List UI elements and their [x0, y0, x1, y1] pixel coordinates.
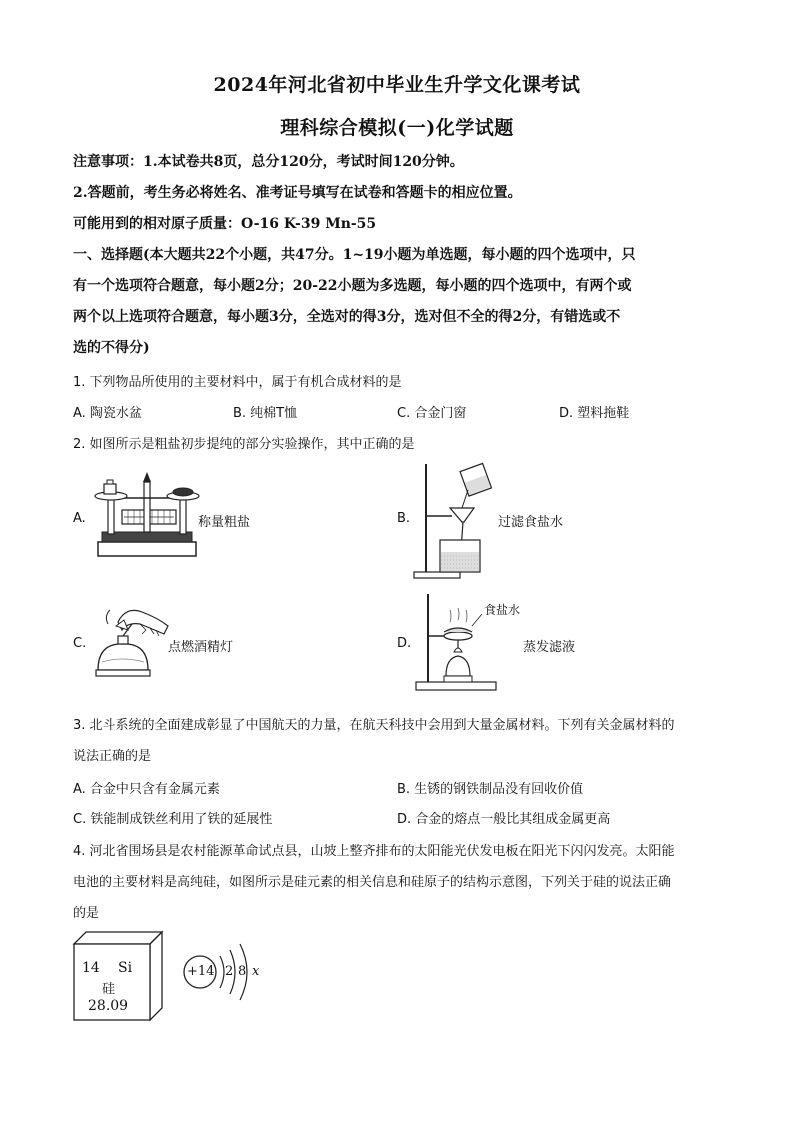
q3-option-c: C. 铁能制成铁丝利用了铁的延展性: [73, 812, 273, 827]
q2-c-caption: 点燃酒精灯: [168, 640, 234, 655]
q2-a-caption: 称量粗盐: [198, 515, 251, 530]
q3-option-d: D. 合金的熔点一般比其组成金属更高: [397, 812, 611, 827]
q4-stem-line2: 电池的主要材料是高纯硅，如图所示是硅元素的相关信息和硅原子的结构示意图，下列关于硅的说法正确: [73, 875, 672, 890]
note-fill-info: 2.答题前，考生务必将姓名、准考证号填写在试卷和答题卡的相应位置。: [73, 185, 522, 201]
section-line-4: 选的不得分): [73, 340, 150, 356]
section-line-1: 一、选择题(本大题共22个小题，共47分。1~19小题为单选题，每小题的四个选项中，只: [73, 247, 636, 263]
element-atomic-mass: 28.09: [88, 998, 129, 1014]
balance-illustration: [92, 470, 202, 562]
q3-stem-line2: 说法正确的是: [73, 749, 152, 764]
section-line-2: 有一个选项符合题意，每小题2分；20-22小题为多选题，每小题的四个选项中，有两个或: [73, 278, 632, 294]
shell-1-electrons: 2: [225, 964, 234, 979]
element-atomic-number: 14: [82, 960, 100, 976]
filtration-illustration: [412, 460, 502, 580]
q2-option-b: B.: [397, 511, 411, 526]
q1-option-a: A. 陶瓷水盆: [73, 406, 142, 421]
q1-option-d: D. 塑料拖鞋: [559, 406, 630, 421]
q2-d-caption: 蒸发滤液: [523, 640, 576, 655]
q1-stem: 1. 下列物品所使用的主要材料中，属于有机合成材料的是: [73, 375, 402, 390]
q3-option-a: A. 合金中只含有金属元素: [73, 782, 220, 797]
q1-option-c: C. 合金门窗: [397, 406, 467, 421]
shell-2-electrons: 8: [238, 964, 247, 979]
note-pages: 注意事项：1.本试卷共8页，总分120分，考试时间120分钟。: [73, 154, 464, 170]
element-symbol: Si: [118, 960, 133, 976]
q3-stem-line1: 3. 北斗系统的全面建成彰显了中国航天的力量，在航天科技中会用到大量金属材料。下列有关金属材料的: [73, 718, 675, 733]
q2-option-c: C.: [73, 636, 87, 651]
section-line-3: 两个以上选项符合题意，每小题3分，全选对的得3分，选对但不全的得2分，有错选或不: [73, 309, 621, 325]
q2-stem: 2. 如图所示是粗盐初步提纯的部分实验操作，其中正确的是: [73, 437, 415, 452]
q4-stem-line1: 4. 河北省围场县是农村能源革命试点县，山坡上整齐排布的太阳能光伏发电板在阳光下闪闪发亮。太阳能: [73, 844, 675, 859]
q2-d-label: 食盐水: [484, 603, 521, 617]
exam-title: 2024年河北省初中毕业生升学文化课考试: [213, 74, 581, 96]
exam-subtitle: 理科综合模拟(一)化学试题: [280, 117, 514, 139]
q4-stem-line3: 的是: [73, 906, 100, 921]
shell-3-electrons: x: [252, 964, 260, 979]
q2-option-a: A.: [73, 511, 86, 526]
q1-option-b: B. 纯棉T恤: [233, 406, 298, 421]
element-name: 硅: [102, 982, 116, 997]
alcohol-lamp-illustration: [88, 600, 174, 684]
q2-option-d: D.: [397, 636, 412, 651]
nucleus-charge: +14: [187, 964, 215, 979]
q3-option-b: B. 生锈的钢铁制品没有回收价值: [397, 782, 584, 797]
q2-b-caption: 过滤食盐水: [498, 515, 564, 530]
note-atomic-mass: 可能用到的相对原子质量：O-16 K-39 Mn-55: [73, 216, 377, 232]
